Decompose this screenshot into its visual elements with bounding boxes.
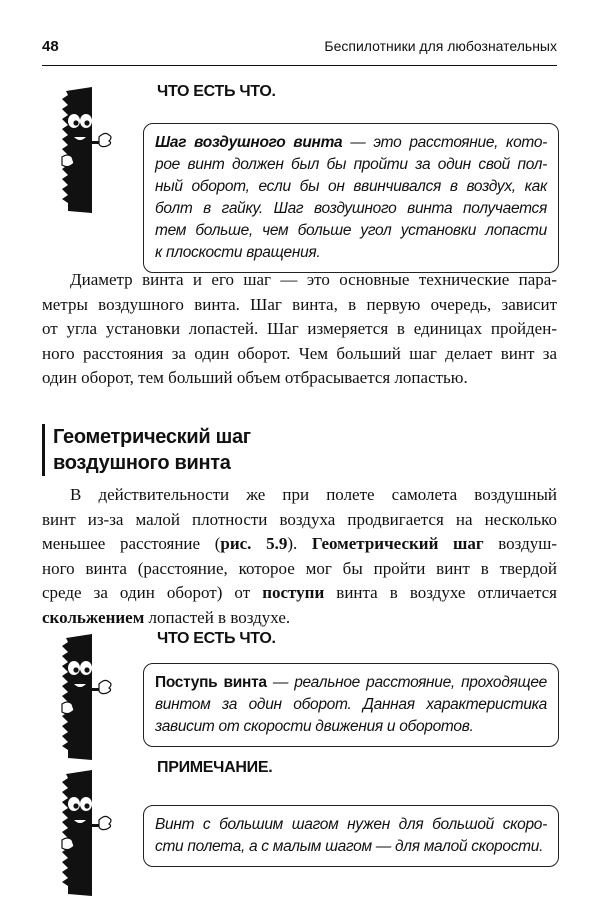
bold-term: Шаг воздушного винта [155, 134, 343, 151]
text-run: винта в воздухе отличается [324, 583, 557, 603]
bold-term: Геометрический шаг [311, 534, 484, 554]
text-line [155, 198, 547, 220]
bold-term: поступи [262, 583, 325, 603]
text-line [42, 268, 557, 293]
text-line [155, 672, 547, 694]
text-run: ного расстояния за один оборот. Чем больший шаг делает винт за [42, 343, 557, 363]
text-line [155, 242, 547, 264]
text-run: зависит от скорости движения и оборотов. [155, 718, 474, 735]
text-line [155, 716, 547, 738]
text-run: к плоскости вращения. [155, 244, 321, 261]
text-line [155, 694, 547, 716]
text-run: один оборот, тем больший объем отбрасывается лопастью. [42, 368, 468, 388]
text-line [155, 176, 547, 198]
text-line [42, 293, 557, 318]
text-line [42, 532, 557, 557]
mascot-icon [52, 632, 116, 762]
text-run: В действительности же при полете самолета воздушный [70, 485, 557, 504]
text-run: сти полета, а с малым шагом — для малой скорости. [155, 838, 544, 855]
text-run: рое винт должен был бы пройти за один свой пол- [155, 156, 547, 173]
body-paragraph [42, 483, 557, 631]
mascot-icon [52, 768, 116, 898]
mascot-icon [52, 85, 116, 215]
text-line [42, 606, 557, 631]
text-run: ного винта (расстояние, которое мог бы пройти винт в твердой [42, 558, 557, 578]
text-run: болт в гайку. Шаг воздушного винта получается [155, 200, 547, 217]
text-line [42, 342, 557, 367]
section-heading-line: Геометрический шаг [53, 426, 251, 448]
text-run: лопастей в воздухе. [144, 607, 291, 627]
text-line [155, 220, 547, 242]
text-line [155, 836, 547, 858]
text-run: винт из-за малой плотности воздуха продвигается на несколько [42, 509, 557, 529]
text-run: от угла установки лопастей. Шаг измеряется в единицах пройден- [42, 319, 557, 339]
text-line [42, 366, 557, 391]
text-run: воздуш- [483, 534, 557, 554]
text-run: винтом за один оборот. Данная характеристика [155, 696, 547, 713]
note-box-definition [143, 123, 559, 273]
text-line [155, 814, 547, 836]
text-run: — это расстояние, кото- [342, 134, 548, 151]
text-run: метры воздушного винта. Шаг винта, в первую очередь, зависит [42, 294, 557, 314]
text-line [42, 483, 557, 508]
text-run: ный оборот, если бы он ввинчивался в воздух, как [155, 178, 547, 195]
section-heading-line: воздушного винта [53, 452, 231, 474]
page-number: 48 [42, 38, 59, 55]
text-line [155, 154, 547, 176]
bold-term: Поступь винта [155, 674, 267, 691]
text-run: тем больше, чем больше угол установки лопасти [155, 222, 547, 239]
text-run: среде за один оборот) от [42, 583, 263, 603]
text-line [155, 132, 547, 154]
text-run: меньшее расстояние ( [42, 534, 221, 554]
text-run: ). [287, 534, 312, 554]
text-run: Диаметр винта и его шаг — это основные технические пара- [70, 270, 557, 289]
bold-term: рис. 5.9 [220, 534, 288, 554]
text-line [42, 317, 557, 342]
note-box-definition [143, 663, 559, 747]
note-heading: ПРИМЕЧАНИЕ. [157, 759, 273, 776]
note-heading: ЧТО ЕСТЬ ЧТО. [157, 83, 276, 100]
body-paragraph [42, 268, 557, 391]
note-box-remark [143, 805, 559, 867]
text-run: Винт с большим шагом нужен для большой скоро- [155, 816, 547, 833]
text-line [42, 581, 557, 606]
section-heading [42, 424, 251, 476]
text-run: — реальное расстояние, проходящее [266, 674, 547, 691]
header-rule [42, 65, 557, 66]
text-line [42, 557, 557, 582]
text-line [42, 508, 557, 533]
running-header-title: Беспилотники для любознательных [324, 38, 557, 54]
bold-term: скольжением [42, 607, 145, 627]
note-heading: ЧТО ЕСТЬ ЧТО. [157, 630, 276, 647]
